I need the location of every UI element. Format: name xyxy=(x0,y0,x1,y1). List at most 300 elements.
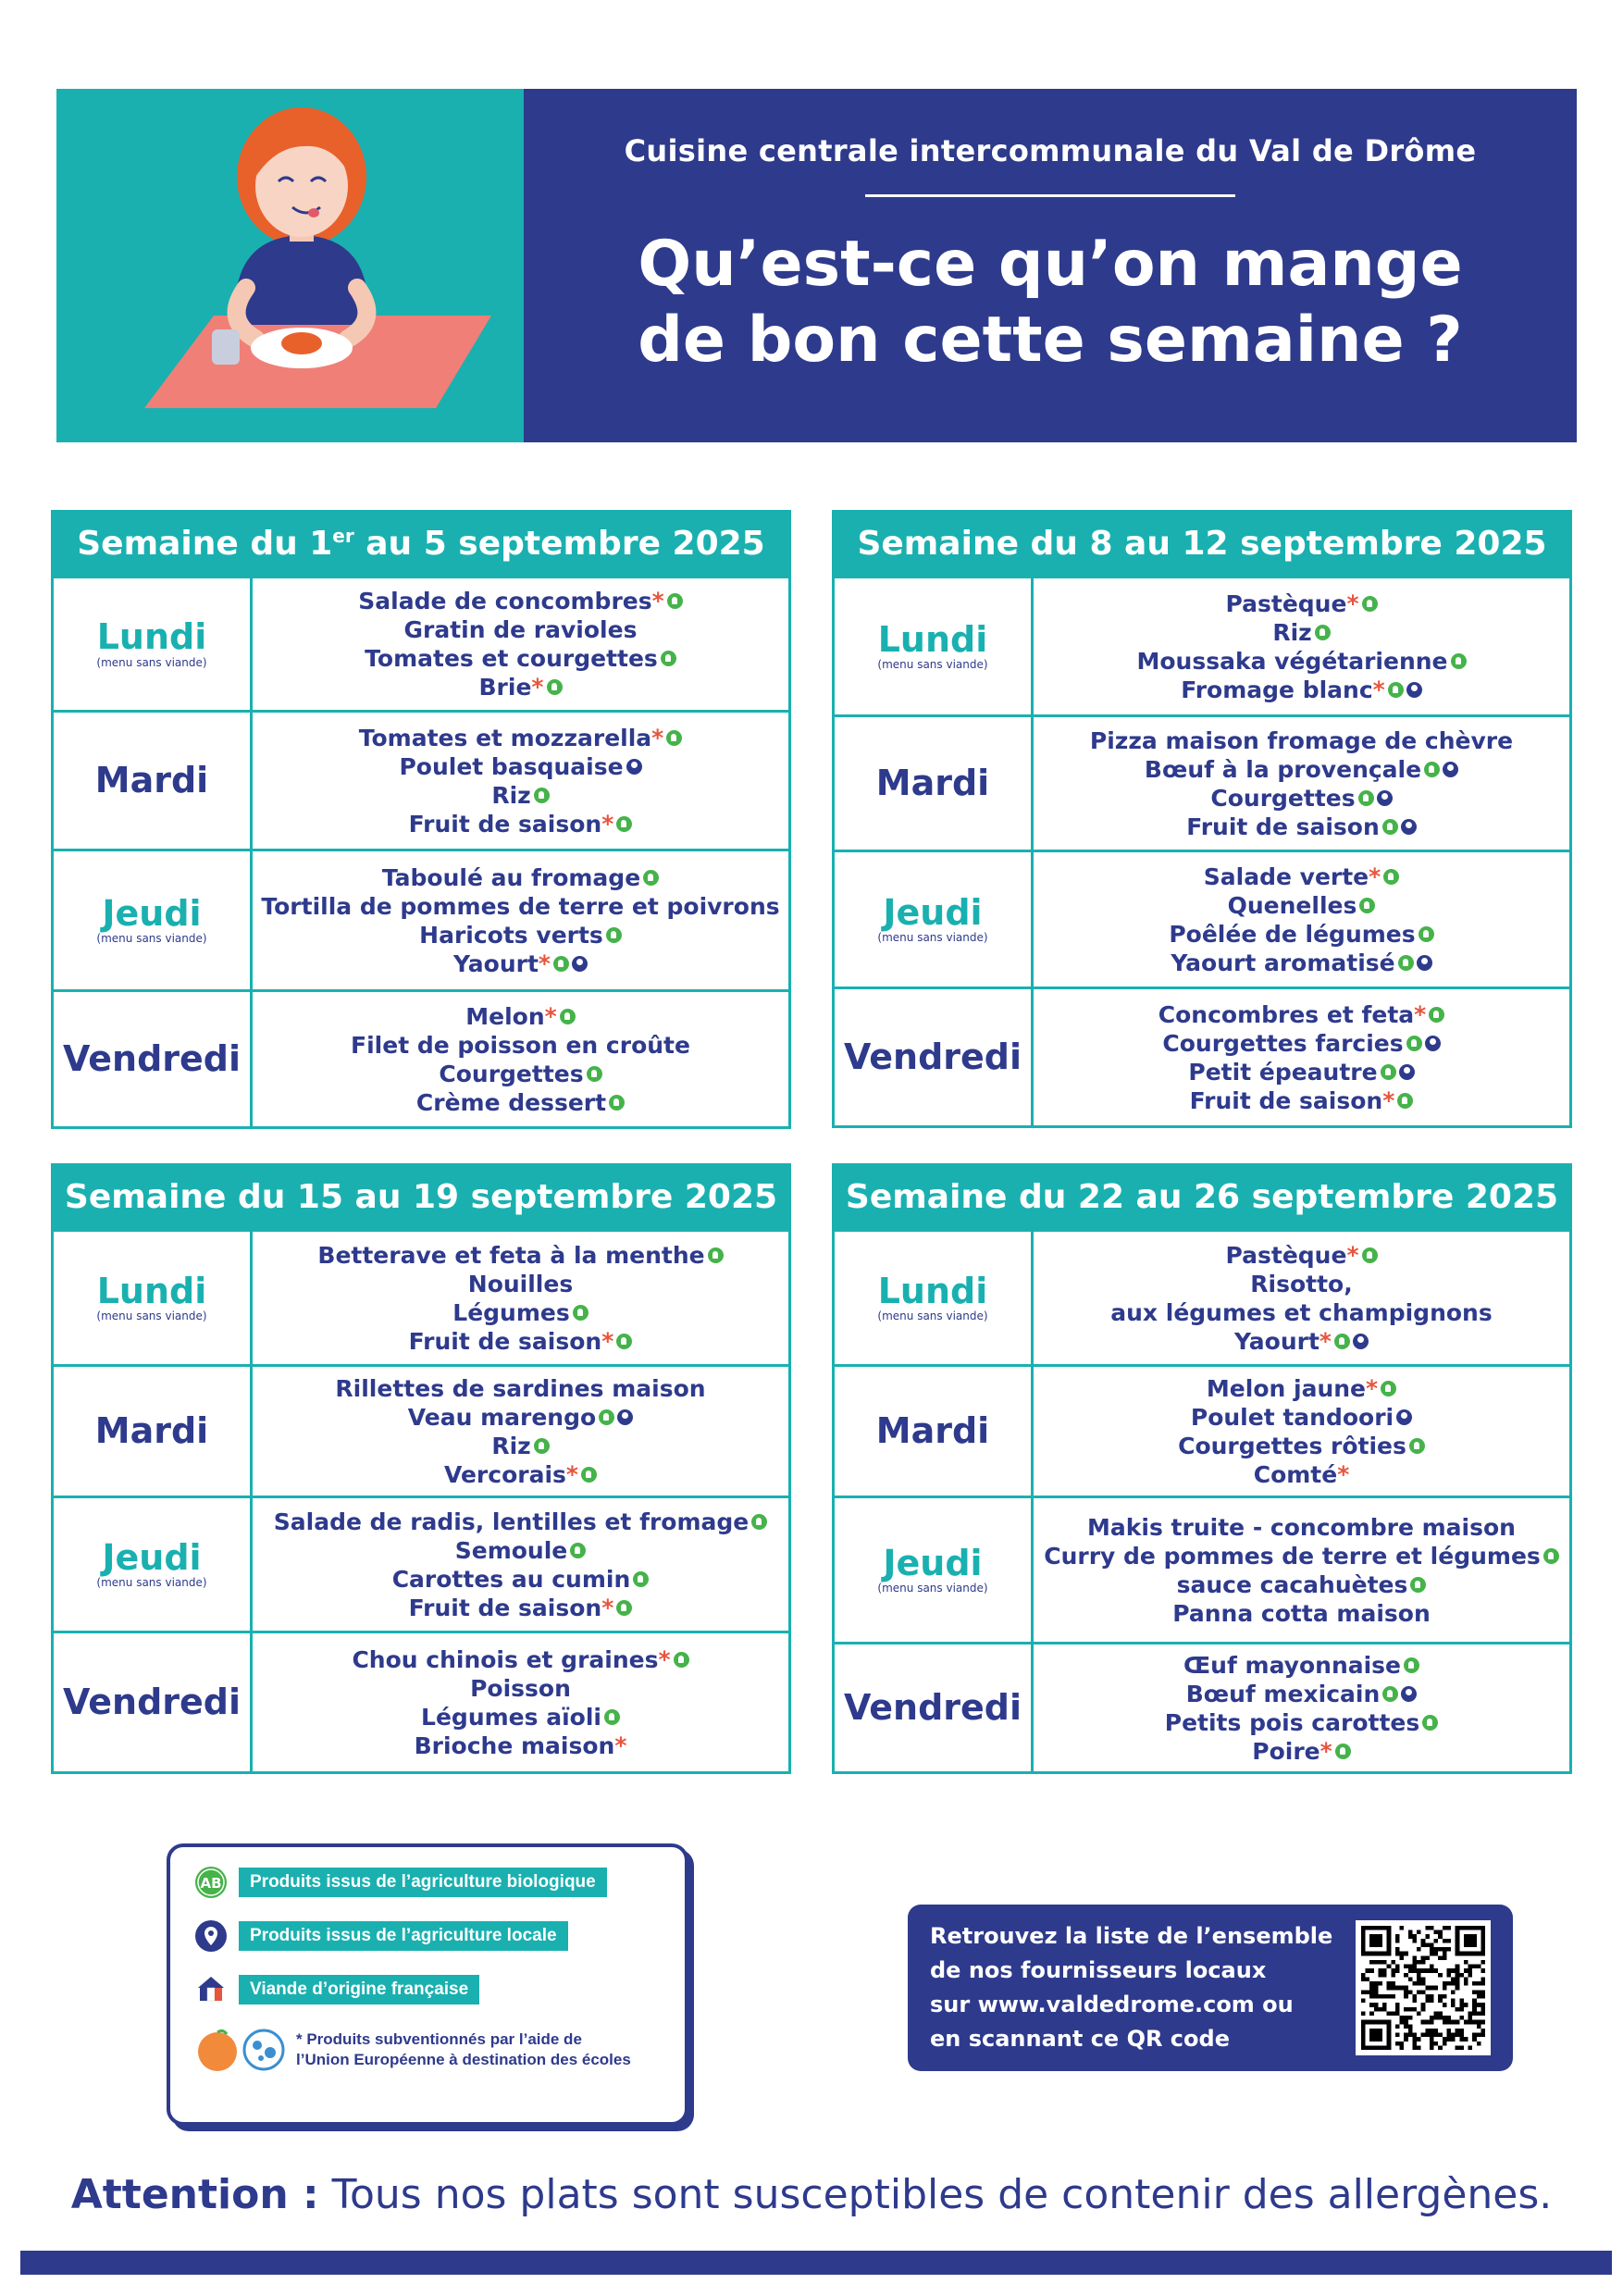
dish-name: Tortilla de pommes de terre et poivrons xyxy=(261,892,780,920)
day-label-cell xyxy=(835,1498,1034,1642)
menu-cell xyxy=(1034,717,1569,850)
dish-item xyxy=(421,1703,620,1731)
eu-subsidy-asterisk: * xyxy=(1346,590,1359,617)
dish-item xyxy=(1177,1570,1427,1599)
day-row xyxy=(54,849,788,989)
dish-name: Tomates et mozzarella xyxy=(358,724,652,751)
dish-item xyxy=(1190,1086,1414,1115)
milk-program-icon xyxy=(241,2027,287,2073)
legend-row-french-meat xyxy=(194,1973,685,2006)
dish-item xyxy=(382,863,659,892)
organic-ab-icon xyxy=(1382,1686,1398,1702)
day-name: Vendredi xyxy=(62,1681,242,1722)
dish-name: Brie xyxy=(478,674,532,701)
dish-item xyxy=(439,1060,601,1088)
dish-name: Betterave et feta à la menthe xyxy=(317,1241,705,1269)
dish-name: Panna cotta maison xyxy=(1172,1599,1431,1627)
dish-name: Courgettes farcies xyxy=(1162,1029,1404,1057)
eu-subsidy-asterisk: * xyxy=(538,949,551,977)
organic-ab-icon xyxy=(1381,1381,1396,1396)
dish-name: Rillettes de sardines maison xyxy=(335,1374,706,1402)
eu-subsidy-asterisk: * xyxy=(531,674,544,701)
day-row xyxy=(835,1229,1569,1364)
organic-ab-icon xyxy=(1315,625,1331,640)
organic-ab-icon xyxy=(570,1543,586,1558)
day-label-cell xyxy=(54,578,253,710)
dish-item xyxy=(415,1731,627,1760)
french-meat-label-icon xyxy=(194,1973,228,2006)
dish-item xyxy=(1186,1680,1418,1708)
dish-item xyxy=(470,1674,571,1703)
organic-ab-icon xyxy=(560,1009,576,1024)
day-name: Vendredi xyxy=(843,1686,1022,1728)
local-pin-icon xyxy=(617,1409,633,1425)
legend-row-eu xyxy=(194,2027,685,2073)
dish-item xyxy=(1162,1029,1440,1058)
dish-name: Salade de concombres xyxy=(358,588,652,614)
dish-name: Yaourt xyxy=(1233,1327,1319,1355)
header-banner xyxy=(56,89,1577,442)
day-row xyxy=(54,989,788,1126)
menu-cell xyxy=(253,1633,788,1771)
dish-name: Bœuf mexicain xyxy=(1185,1680,1381,1707)
organic-ab-icon xyxy=(581,1467,597,1483)
organic-ab-icon xyxy=(604,1709,620,1725)
meatless-note: (menu sans viande) xyxy=(877,931,988,945)
dish-name: Salade de radis, lentilles et fromage xyxy=(273,1508,750,1535)
organic-ab-icon xyxy=(1362,1247,1378,1263)
day-name: Lundi xyxy=(96,616,207,658)
dish-item xyxy=(1252,1737,1350,1766)
dish-item xyxy=(1188,1058,1414,1086)
dish-name: Courgettes xyxy=(1210,784,1356,812)
dish-name: Poulet tandoori xyxy=(1190,1403,1394,1431)
organic-ab-icon xyxy=(599,1409,614,1425)
dish-name: Légumes aïoli xyxy=(421,1703,601,1731)
dish-item xyxy=(1172,1599,1431,1628)
organic-ab-icon xyxy=(1406,1036,1422,1051)
day-name: Lundi xyxy=(96,1270,207,1311)
local-pin-icon xyxy=(626,759,642,775)
organic-ab-icon xyxy=(1409,1438,1425,1454)
menu-cell xyxy=(253,578,788,710)
eu-subsidy-asterisk: * xyxy=(614,1731,627,1759)
suppliers-text xyxy=(930,1919,1356,2056)
organic-ab-icon xyxy=(1419,926,1434,942)
organic-ab-icon xyxy=(609,1095,625,1111)
dish-name: Riz xyxy=(491,1432,531,1459)
menu-cell xyxy=(1034,1367,1569,1496)
menu-cell xyxy=(1034,852,1569,987)
organic-ab-icon xyxy=(751,1514,767,1530)
day-name: Vendredi xyxy=(62,1037,242,1079)
day-row xyxy=(835,576,1569,714)
dish-item xyxy=(1090,726,1513,755)
eu-subsidy-asterisk: * xyxy=(565,1460,578,1488)
dish-name: Courgettes rôties xyxy=(1178,1432,1406,1459)
local-pin-icon xyxy=(1406,682,1422,698)
dish-item xyxy=(1191,1403,1412,1432)
dish-item xyxy=(392,1565,650,1594)
dish-item xyxy=(1044,1542,1559,1570)
dish-item xyxy=(1178,1432,1425,1460)
organic-ab-icon xyxy=(606,927,622,943)
day-name: Jeudi xyxy=(883,1542,983,1583)
dish-name: Yaourt aromatisé xyxy=(1171,949,1395,976)
week-title-text: Semaine du 8 au 12 septembre 2025 xyxy=(857,525,1547,563)
day-label-cell xyxy=(54,1498,253,1631)
location-pin-icon xyxy=(194,1919,228,1953)
dish-item xyxy=(365,644,676,673)
header-text-panel xyxy=(524,89,1577,442)
day-label-cell xyxy=(54,992,253,1126)
organic-ab-icon xyxy=(534,1438,550,1454)
week-table xyxy=(51,1163,791,1774)
dish-item xyxy=(408,1403,633,1432)
dish-name: Fruit de saison xyxy=(1186,813,1380,840)
organic-ab-icon xyxy=(553,956,569,972)
organic-ab-icon xyxy=(194,1866,228,1899)
day-label-cell xyxy=(835,1232,1034,1364)
dish-item xyxy=(455,1536,587,1565)
dish-name: Risotto, xyxy=(1250,1270,1353,1297)
suppliers-line2: de nos fournisseurs locaux xyxy=(930,1957,1267,1983)
day-label-cell xyxy=(835,1367,1034,1496)
dish-name: Pizza maison fromage de chèvre xyxy=(1089,726,1514,754)
week-table xyxy=(832,510,1572,1128)
dish-item xyxy=(1225,590,1377,618)
organic-ab-icon xyxy=(1410,1577,1426,1593)
dish-item xyxy=(352,1645,688,1674)
eu-subsidy-asterisk: * xyxy=(601,1594,614,1621)
dish-item xyxy=(1225,1241,1377,1270)
organic-ab-icon xyxy=(1398,955,1414,971)
local-pin-icon xyxy=(1377,790,1393,806)
organic-ab-icon xyxy=(616,1600,632,1616)
day-name: Jeudi xyxy=(102,1536,202,1578)
dish-name: aux légumes et champignons xyxy=(1110,1298,1493,1326)
dish-item xyxy=(465,1002,575,1031)
week-title xyxy=(54,1166,788,1229)
organic-ab-icon xyxy=(1358,790,1374,806)
dish-item xyxy=(1250,1270,1352,1298)
dish-item xyxy=(452,1298,588,1327)
organic-ab-icon xyxy=(587,1066,602,1082)
meatless-note: (menu sans viande) xyxy=(96,1309,207,1323)
day-row xyxy=(54,1229,788,1364)
day-name: Mardi xyxy=(875,762,990,803)
header-divider xyxy=(865,194,1235,197)
page-title-line2: de bon cette semaine ? xyxy=(638,303,1463,377)
organic-ab-icon xyxy=(674,1652,689,1668)
organic-ab-icon xyxy=(1397,1093,1413,1109)
dish-item xyxy=(1234,1327,1369,1356)
day-row xyxy=(835,714,1569,850)
legend-eu-line1: * Produits subventionnés par l’aide de xyxy=(296,2029,582,2048)
legend-label-local: Produits issus de l’agriculture locale xyxy=(239,1921,568,1951)
allergen-warning-text: Tous nos plats sont susceptibles de contenir des allergènes. xyxy=(318,2171,1553,2218)
dish-name: Fromage blanc xyxy=(1181,676,1373,703)
menu-cell xyxy=(253,1232,788,1364)
legend-eu-line2: l’Union Européenne à destination des écoles xyxy=(296,2051,631,2068)
suppliers-box xyxy=(908,1905,1513,2071)
dish-item xyxy=(1158,1000,1444,1029)
dish-name: Comté xyxy=(1253,1460,1338,1488)
dish-item xyxy=(1186,813,1417,841)
dish-name: Melon xyxy=(465,1002,545,1030)
eu-subsidy-asterisk: * xyxy=(601,1327,614,1355)
dish-item xyxy=(409,810,633,838)
page-title xyxy=(638,227,1462,378)
dish-name: Makis truite - concombre maison xyxy=(1087,1513,1516,1541)
dish-name: Riz xyxy=(491,781,531,809)
dish-name: Œuf mayonnaise xyxy=(1183,1651,1402,1679)
day-row xyxy=(54,576,788,710)
dish-name: Curry de pommes de terre et légumes xyxy=(1044,1542,1541,1570)
dish-name: Légumes xyxy=(452,1298,570,1326)
dish-item xyxy=(261,892,779,921)
day-name: Mardi xyxy=(94,759,209,800)
dish-item xyxy=(317,1241,723,1270)
dish-name: Gratin de ravioles xyxy=(403,616,638,643)
dish-name: Quenelles xyxy=(1227,891,1357,919)
dish-name: Petits pois carottes xyxy=(1164,1708,1420,1736)
day-label-cell xyxy=(54,713,253,849)
dish-name: Pastèque xyxy=(1225,1241,1347,1269)
dish-item xyxy=(1254,1460,1350,1489)
organic-ab-icon xyxy=(616,816,632,832)
dish-item xyxy=(1210,784,1392,813)
week-title-text: Semaine du 1 xyxy=(77,525,333,563)
week-title-superscript: er xyxy=(332,525,354,547)
dish-item xyxy=(419,921,622,949)
organic-ab-icon xyxy=(1429,1007,1444,1023)
legend-box xyxy=(167,1843,688,2126)
menu-cell xyxy=(1034,1232,1569,1364)
day-name: Lundi xyxy=(877,1270,988,1311)
dish-name: Concombres et feta xyxy=(1158,1000,1415,1028)
dish-name: Riz xyxy=(1272,618,1312,646)
day-name: Mardi xyxy=(94,1409,209,1451)
dish-item xyxy=(274,1508,767,1536)
organic-ab-icon xyxy=(1383,869,1399,885)
dish-item xyxy=(1272,618,1330,647)
organic-ab-icon xyxy=(666,730,682,746)
organic-ab-icon xyxy=(708,1247,724,1263)
fruit-program-icon xyxy=(194,2027,241,2073)
organic-ab-icon xyxy=(1388,682,1404,698)
eu-subsidy-asterisk: * xyxy=(1346,1241,1359,1269)
local-pin-icon xyxy=(1399,1064,1415,1080)
organic-ab-icon xyxy=(1424,762,1440,777)
suppliers-line1: Retrouvez la liste de l’ensemble xyxy=(930,1923,1333,1949)
dish-name: Vercorais xyxy=(444,1460,566,1488)
local-pin-icon xyxy=(572,956,588,972)
dish-name: Carottes au cumin xyxy=(391,1565,631,1593)
day-label-cell xyxy=(835,852,1034,987)
dish-name: Poisson xyxy=(470,1674,571,1702)
dish-item xyxy=(1207,1374,1396,1403)
organic-ab-icon xyxy=(616,1334,632,1349)
day-row xyxy=(54,710,788,849)
day-row xyxy=(54,1496,788,1631)
dish-item xyxy=(444,1460,597,1489)
eu-subsidy-asterisk: * xyxy=(1414,1000,1427,1028)
dish-name: Haricots verts xyxy=(419,921,603,949)
dish-name: Petit épeautre xyxy=(1188,1058,1378,1086)
dish-name: Salade verte xyxy=(1203,863,1369,890)
dish-name: Filet de poisson en croûte xyxy=(351,1031,690,1059)
day-name: Jeudi xyxy=(883,891,983,933)
meatless-note: (menu sans viande) xyxy=(877,1582,988,1595)
week-title xyxy=(54,513,788,576)
day-row xyxy=(835,850,1569,987)
dish-item xyxy=(359,724,683,752)
dish-item xyxy=(1145,755,1458,784)
eu-subsidy-asterisk: * xyxy=(1372,676,1385,703)
local-pin-icon xyxy=(1417,955,1432,971)
menu-cell xyxy=(1034,578,1569,714)
organic-ab-icon xyxy=(1451,653,1467,669)
dish-item xyxy=(1087,1513,1516,1542)
week-title xyxy=(835,1166,1569,1229)
dish-item xyxy=(409,1327,633,1356)
day-name: Lundi xyxy=(877,618,988,660)
meatless-note: (menu sans viande) xyxy=(877,658,988,672)
dish-name: Yaourt xyxy=(452,949,539,977)
dish-item xyxy=(1228,891,1376,920)
dish-name: Poire xyxy=(1252,1737,1320,1765)
dish-item xyxy=(1110,1298,1492,1327)
dish-item xyxy=(1181,676,1422,704)
week-title-text-end: au 5 septembre 2025 xyxy=(353,525,765,563)
day-label-cell xyxy=(835,989,1034,1125)
organic-ab-icon xyxy=(1335,1744,1351,1759)
dish-item xyxy=(453,949,588,978)
svg-text:AB: AB xyxy=(200,1875,222,1892)
week-title xyxy=(835,513,1569,576)
organic-ab-icon xyxy=(547,679,563,695)
day-label-cell xyxy=(835,578,1034,714)
dish-name: Chou chinois et graines xyxy=(352,1645,659,1673)
dish-name: sauce cacahuètes xyxy=(1176,1570,1408,1598)
dish-item xyxy=(1136,647,1466,676)
eu-subsidy-asterisk: * xyxy=(651,724,664,751)
eu-subsidy-asterisk: * xyxy=(658,1645,671,1673)
day-name: Vendredi xyxy=(843,1036,1022,1077)
dish-item xyxy=(409,1594,633,1622)
dish-item xyxy=(1169,920,1433,949)
week-title-text: Semaine du 22 au 26 septembre 2025 xyxy=(845,1178,1559,1216)
day-row xyxy=(835,1496,1569,1642)
legend-row-bio xyxy=(194,1866,685,1899)
day-row xyxy=(54,1364,788,1496)
day-label-cell xyxy=(835,717,1034,850)
menu-cell xyxy=(253,992,788,1126)
meatless-note: (menu sans viande) xyxy=(96,932,207,946)
page-title-line1: Qu’est-ce qu’on mange xyxy=(638,227,1463,301)
suppliers-line4: en scannant ce QR code xyxy=(930,2026,1230,2052)
dish-name: Poulet basquaise xyxy=(399,752,624,780)
legend-label-bio: Produits issus de l’agriculture biologique xyxy=(239,1868,607,1897)
menu-cell xyxy=(253,851,788,989)
day-row xyxy=(835,1364,1569,1496)
day-row xyxy=(835,987,1569,1125)
eu-subsidy-asterisk: * xyxy=(1382,1086,1395,1114)
organic-ab-icon xyxy=(633,1571,649,1587)
menu-cell xyxy=(253,1498,788,1631)
suppliers-line3: sur www.valdedrome.com ou xyxy=(930,1992,1294,2017)
dish-name: Fruit de saison xyxy=(408,1327,602,1355)
menu-cell xyxy=(253,713,788,849)
local-pin-icon xyxy=(1401,1686,1417,1702)
organic-ab-icon xyxy=(1381,1064,1396,1080)
dish-item xyxy=(1171,949,1431,977)
local-pin-icon xyxy=(1396,1409,1412,1425)
dish-name: Tomates et courgettes xyxy=(365,645,658,672)
legend-label-french-meat: Viande d’origine française xyxy=(239,1975,479,2004)
eu-subsidy-asterisk: * xyxy=(1337,1460,1350,1488)
footer-bar xyxy=(20,2251,1612,2275)
dish-name: Nouilles xyxy=(467,1270,574,1297)
week-table xyxy=(51,510,791,1129)
dish-item xyxy=(1204,863,1399,891)
day-row xyxy=(54,1631,788,1771)
meatless-note: (menu sans viande) xyxy=(877,1309,988,1323)
organic-ab-icon xyxy=(643,870,659,886)
day-label-cell xyxy=(54,1232,253,1364)
local-pin-icon xyxy=(1401,819,1417,835)
dish-name: Fruit de saison xyxy=(408,810,602,838)
day-label-cell xyxy=(54,851,253,989)
dish-name: Semoule xyxy=(454,1536,568,1564)
menu-cell xyxy=(1034,1644,1569,1771)
dish-item xyxy=(351,1031,690,1060)
menu-cell xyxy=(1034,989,1569,1125)
eu-subsidy-asterisk: * xyxy=(1369,863,1381,890)
organic-ab-icon xyxy=(1422,1715,1438,1731)
dish-item xyxy=(491,781,549,810)
organization-name: Cuisine centrale intercommunale du Val de Drôme xyxy=(624,132,1477,168)
dish-name: Poêlée de légumes xyxy=(1169,920,1416,948)
dish-name: Fruit de saison xyxy=(1189,1086,1383,1114)
dish-name: Moussaka végétarienne xyxy=(1136,647,1448,675)
dish-name: Fruit de saison xyxy=(408,1594,602,1621)
dish-item xyxy=(358,587,682,615)
organic-ab-icon xyxy=(1362,596,1378,612)
organic-ab-icon xyxy=(1382,819,1398,835)
dish-item xyxy=(1183,1651,1419,1680)
dish-name: Bœuf à la provençale xyxy=(1144,755,1422,783)
organic-ab-icon xyxy=(661,651,676,666)
day-row xyxy=(835,1642,1569,1771)
local-pin-icon xyxy=(1425,1036,1441,1051)
day-label-cell xyxy=(835,1644,1034,1771)
allergen-warning xyxy=(0,2171,1623,2218)
child-eating-illustration xyxy=(56,89,524,442)
allergen-warning-label: Attention : xyxy=(70,2171,319,2218)
organic-ab-icon xyxy=(573,1305,588,1321)
qr-code[interactable] xyxy=(1356,1920,1491,2055)
dish-name: Melon jaune xyxy=(1206,1374,1366,1402)
dish-item xyxy=(404,615,638,644)
eu-subsidy-asterisk: * xyxy=(601,810,614,838)
week-title-text: Semaine du 15 au 19 septembre 2025 xyxy=(64,1178,778,1216)
menu-cell xyxy=(1034,1498,1569,1642)
menu-cell xyxy=(253,1367,788,1496)
dish-name: Courgettes xyxy=(439,1060,584,1087)
eu-subsidy-asterisk: * xyxy=(1366,1374,1379,1402)
